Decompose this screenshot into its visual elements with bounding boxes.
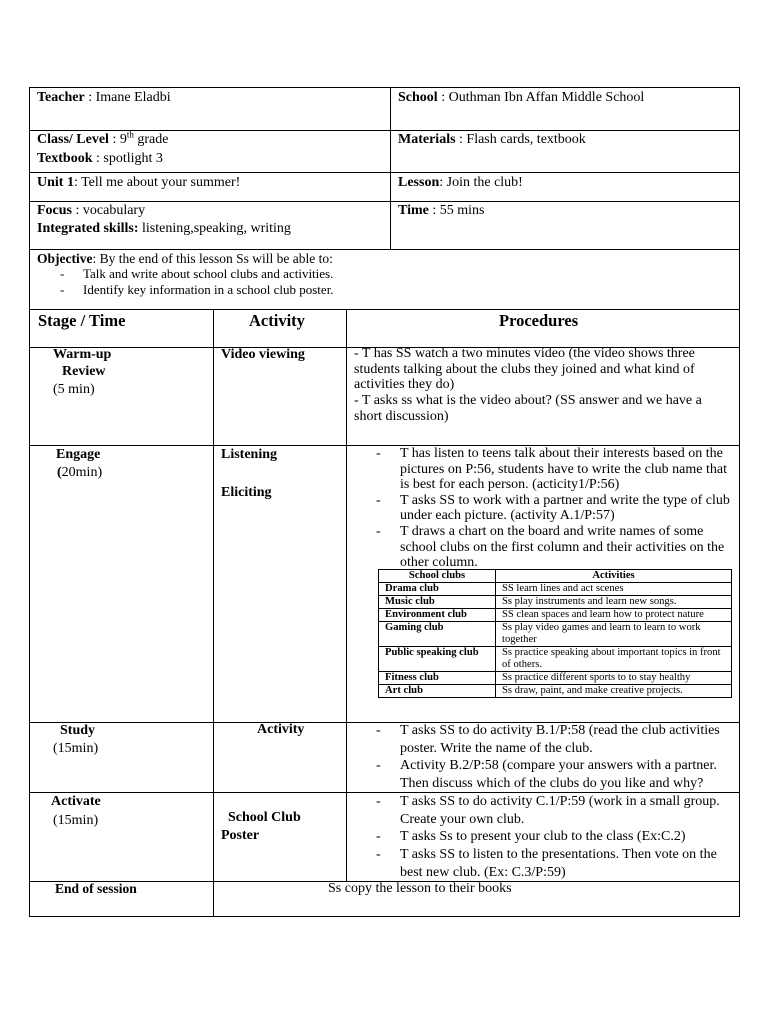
skills-field (37, 220, 291, 237)
teacher-field: Teacher : Imane Eladbi (37, 90, 171, 105)
class-value-rest: grade (137, 132, 169, 147)
col-header-activity: Activity (249, 311, 305, 330)
table-row (379, 609, 732, 622)
objective-field: Objective: By the end of this lesson Ss will be able to: (37, 251, 333, 266)
procedure-item: - T asks SS to do activity C.1/P:59 (work in a small group. Create your own club. (376, 793, 733, 828)
objective-item: - Identify key information in a school club poster. (60, 282, 720, 298)
study-procedures (376, 722, 733, 793)
textbook-label: Textbook (37, 151, 93, 166)
focus-label: Focus (37, 203, 72, 218)
procedure-item: - T asks Ss to present your club to the class (Ex:C.2) (376, 828, 733, 846)
stage-warmup-time: (5 min) (53, 382, 95, 397)
activity-listening: Listening (221, 447, 278, 462)
col-line-2 (346, 309, 347, 881)
table-row (379, 596, 732, 609)
objective-list (60, 266, 720, 298)
table-header-row (379, 570, 732, 583)
skills-label: Integrated skills: (37, 221, 139, 236)
time-value: 55 mins (439, 203, 485, 218)
time-label: Time (398, 203, 429, 218)
focus-field: Focus : vocabulary (37, 203, 146, 218)
objective-item: - Talk and write about school clubs and activities. (60, 266, 720, 282)
club-name: Art club (379, 685, 496, 698)
textbook-value: spotlight 3 (103, 151, 163, 166)
objective-intro: By the end of this lesson Ss will be able to: (99, 251, 333, 266)
club-activity: Ss play instruments and learn new songs. (496, 596, 732, 609)
class-value-suffix: th (126, 129, 134, 140)
activity-school-club-poster: School Club (228, 810, 301, 825)
lesson-label: Lesson (398, 175, 440, 190)
warmup-procedures: - T has SS watch a two minutes video (the video shows three students talking about the clubs they joined and what kind of activities they do) - T asks ss what is the video about? (SS answer and we have a short discussion) (354, 346, 702, 424)
unit-value: Tell me about your summer! (81, 175, 241, 190)
activity-study: Activity (257, 722, 305, 737)
procedure-item: - T asks SS to do activity B.1/P:58 (read the club activities poster. Write the name of the club. (376, 722, 733, 757)
stage-end-of-session: End of session (55, 881, 137, 896)
engage-procedures (376, 446, 733, 571)
stage-engage-time: (20min) (57, 465, 103, 480)
procedure-item: - Activity B.2/P:58 (compare your answers with a partner. Then discuss which of the clubs do you like and why? (376, 757, 733, 792)
focus-value: vocabulary (82, 203, 146, 218)
stage-warmup-review: Review (62, 364, 106, 379)
stage-engage: Engage (56, 447, 101, 462)
lesson-value: Join the club! (446, 175, 523, 190)
info-row-line (29, 172, 740, 173)
club-name: Gaming club (379, 622, 496, 647)
stage-activate-time: (15min) (53, 813, 99, 828)
club-name: Drama club (379, 583, 496, 596)
table-row (379, 622, 732, 647)
club-activity: SS learn lines and act scenes (496, 583, 732, 596)
table-row (379, 685, 732, 698)
club-activity: Ss practice different sports to to stay healthy (496, 672, 732, 685)
table-row (379, 583, 732, 596)
table-header: Activities (496, 570, 732, 583)
activity-poster: Poster (221, 828, 260, 843)
club-activity: Ss practice speaking about important topics in front of others. (496, 647, 732, 672)
activity-eliciting: Eliciting (221, 485, 272, 500)
teacher-label: Teacher (37, 90, 85, 105)
school-field: School : Outhman Ibn Affan Middle School (398, 90, 645, 105)
stage-study: Study (60, 723, 96, 738)
textbook-field: Textbook : spotlight 3 (37, 151, 163, 166)
club-activity: Ss draw, paint, and make creative projects. (496, 685, 732, 698)
stage-warmup: Warm-up (53, 347, 112, 362)
activate-procedures (376, 793, 733, 882)
stage-study-time: (15min) (53, 741, 99, 756)
materials-field: Materials : Flash cards, textbook (398, 132, 586, 147)
club-activity: SS clean spaces and learn how to protect nature (496, 609, 732, 622)
info-divider (390, 87, 391, 250)
materials-value: Flash cards, textbook (466, 132, 586, 147)
skills-value: listening,speaking, writing (142, 221, 291, 236)
procedure-item: - T asks SS to work with a partner and write the type of club under each picture. (activity A.1/P:57) (376, 493, 733, 524)
school-label: School (398, 90, 438, 105)
time-field: Time : 55 mins (398, 203, 485, 218)
col-line-1 (213, 309, 214, 917)
class-label: Class/ Level (37, 132, 109, 147)
club-name: Music club (379, 596, 496, 609)
club-activities-table (378, 569, 732, 698)
col-header-stage: Stage / Time (38, 311, 126, 330)
club-name: Fitness club (379, 672, 496, 685)
class-value: 9 (119, 132, 127, 147)
materials-label: Materials (398, 132, 456, 147)
table-row (379, 647, 732, 672)
lesson-field: Lesson: Join the club! (398, 175, 523, 190)
col-header-procedures: Procedures (499, 311, 579, 330)
procedure-item: - T draws a chart on the board and write names of some school clubs on the first column and their activities on the other column. (376, 524, 733, 571)
club-name: Environment club (379, 609, 496, 622)
unit-label: Unit 1 (37, 175, 74, 190)
activity-video-viewing: Video viewing (221, 347, 305, 362)
stage-activate: Activate (51, 794, 101, 809)
unit-field: Unit 1: Tell me about your summer! (37, 175, 241, 190)
club-activity: Ss play video games and learn to learn to work together (496, 622, 732, 647)
teacher-value: Imane Eladbi (95, 90, 171, 105)
objective-label: Objective (37, 251, 93, 266)
procedure-item: - T has listen to teens talk about their interests based on the pictures on P:56, students have to write the club name that is best for each person. (acticity1/P:56) (376, 446, 733, 493)
table-header: School clubs (379, 570, 496, 583)
club-name: Public speaking club (379, 647, 496, 672)
table-row (379, 672, 732, 685)
class-field: Class/ Level : 9th grade (37, 129, 169, 147)
end-of-session-note: Ss copy the lesson to their books (328, 881, 512, 896)
procedure-item: - T asks SS to listen to the presentations. Then vote on the best new club. (Ex: C.3/P:59) (376, 846, 733, 881)
school-value: Outhman Ibn Affan Middle School (448, 90, 645, 105)
